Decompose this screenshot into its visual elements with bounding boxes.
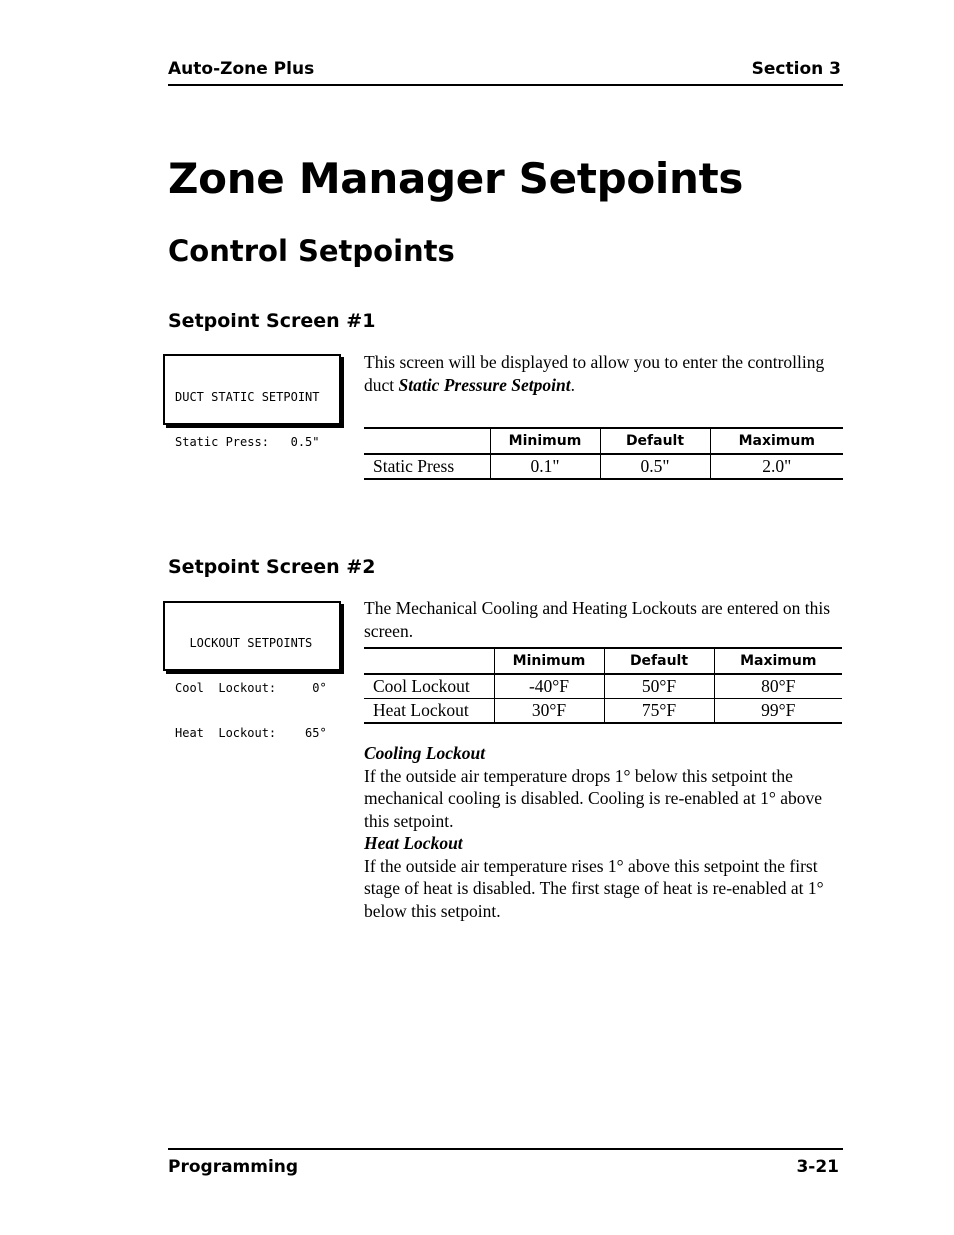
lockout-explanations [364, 742, 844, 922]
lcd-line: Cool Lockout: 0° [175, 681, 327, 695]
footer-chapter: Programming [168, 1157, 299, 1177]
table-header-row [364, 648, 842, 674]
table-cell-maximum: 80°F [714, 674, 842, 699]
table-cell-maximum: 2.0" [710, 454, 843, 479]
table-cell-default: 75°F [604, 699, 714, 724]
description-text: This screen will be displayed to allow you to enter the controlling duct [364, 352, 825, 395]
table-cell-default: 50°F [604, 674, 714, 699]
screen1-description [364, 351, 844, 396]
table-header-row [364, 428, 843, 454]
page-header [168, 56, 843, 86]
screen1-setpoint-table [364, 427, 843, 480]
table-header-minimum: Minimum [494, 648, 604, 674]
page-number: 3-21 [796, 1157, 839, 1177]
cooling-lockout-title: Cooling Lockout [364, 743, 486, 763]
header-section: Section 3 [751, 59, 841, 79]
header-product-name: Auto-Zone Plus [168, 59, 315, 79]
table-cell-minimum: 30°F [494, 699, 604, 724]
description-emphasis: Static Pressure Setpoint [398, 374, 571, 395]
table-cell-label: Heat Lockout [364, 699, 494, 724]
table-cell-label: Cool Lockout [364, 674, 494, 699]
page-title: Zone Manager Setpoints [168, 154, 744, 203]
heat-lockout-title: Heat Lockout [364, 833, 463, 853]
table-row [364, 699, 842, 724]
table-cell-minimum: 0.1" [490, 454, 600, 479]
table-row [364, 674, 842, 699]
screen1-heading: Setpoint Screen #1 [168, 310, 376, 332]
table-header-default: Default [604, 648, 714, 674]
screen2-lcd-display [163, 601, 341, 740]
table-cell-default: 0.5" [600, 454, 710, 479]
heat-lockout-text: If the outside air temperature rises 1° above this setpoint the first stage of heat is disabled. The first stage of heat is re-enabled at 1° below this setpoint. [364, 855, 824, 921]
table-header-blank [364, 648, 494, 674]
table-cell-maximum: 99°F [714, 699, 842, 724]
table-header-minimum: Minimum [490, 428, 600, 454]
table-cell-minimum: -40°F [494, 674, 604, 699]
table-cell-label: Static Press [364, 454, 490, 479]
screen1-lcd-display [163, 354, 341, 449]
lcd-line: Static Press: 0.5" [175, 435, 320, 449]
table-row [364, 454, 843, 479]
screen2-lockout-table [364, 647, 842, 724]
lcd-line: LOCKOUT SETPOINTS [175, 636, 313, 650]
table-header-default: Default [600, 428, 710, 454]
description-text-end: . [570, 374, 575, 395]
section-subtitle: Control Setpoints [168, 234, 455, 268]
table-header-maximum: Maximum [710, 428, 843, 454]
cooling-lockout-text: If the outside air temperature drops 1° below this setpoint the mechanical cooling is disabled. Cooling is re-enabled at 1° above this setpoint. [364, 765, 822, 831]
table-header-maximum: Maximum [714, 648, 842, 674]
screen2-heading: Setpoint Screen #2 [168, 556, 376, 578]
lcd-line: DUCT STATIC SETPOINT [175, 390, 320, 404]
page-footer [168, 1148, 843, 1177]
table-header-blank [364, 428, 490, 454]
screen2-description: The Mechanical Cooling and Heating Lockouts are entered on this screen. [364, 598, 831, 641]
lcd-line: Heat Lockout: 65° [175, 726, 327, 740]
